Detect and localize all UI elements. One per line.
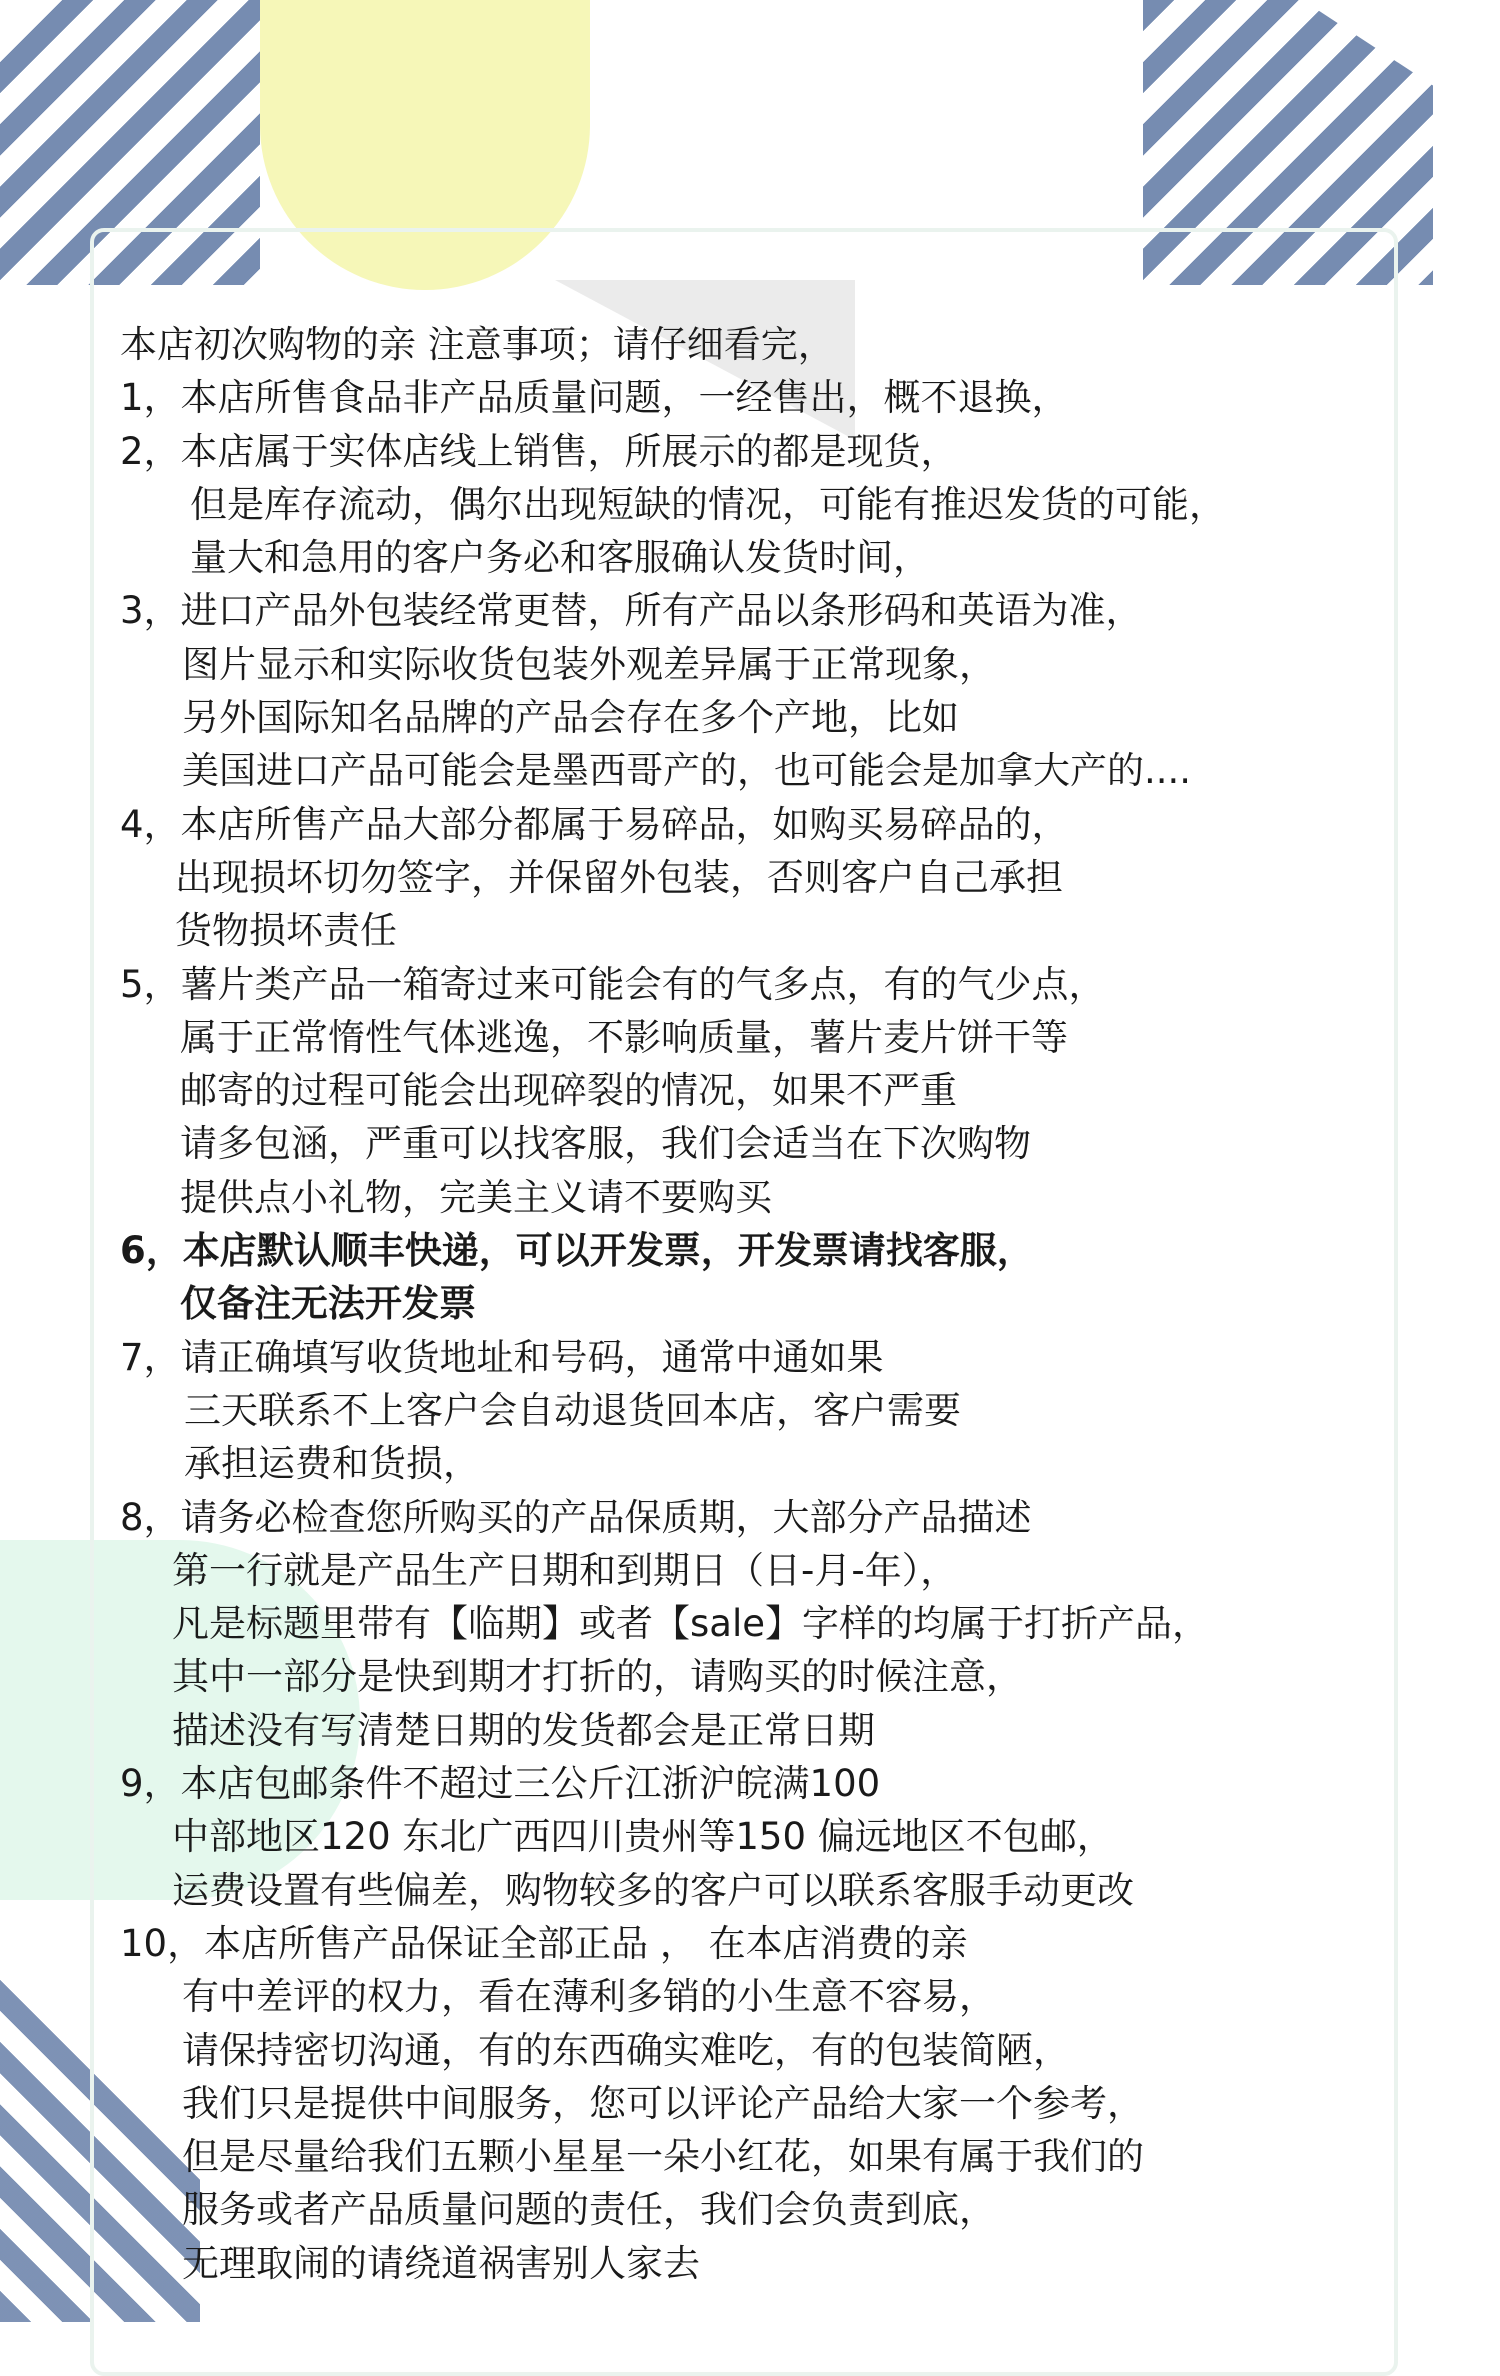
notice-item-3: 3，进口产品外包装经常更替，所有产品以条形码和英语为准， (120, 589, 1143, 633)
notice-heading: 本店初次购物的亲 注意事项；请仔细看完， (120, 323, 835, 366)
notice-item-3-line: 美国进口产品可能会是墨西哥产的，也可能会是加拿大产的.... (182, 749, 1192, 793)
notice-item-4: 4，本店所售产品大部分都属于易碎品，如购买易碎品的， (120, 802, 1069, 846)
notice-item-10-line: 请保持密切沟通，有的东西确实难吃，有的包装简陋， (182, 2028, 1070, 2072)
notice-item-8: 8，请务必检查您所购买的产品保质期，大部分产品描述 (120, 1495, 1032, 1539)
store-notice (120, 318, 1480, 2290)
notice-item-5-line: 请多包涵，严重可以找客服，我们会适当在下次购物 (180, 1122, 1031, 1166)
notice-item-10-line: 服务或者产品质量问题的责任，我们会负责到底， (182, 2188, 996, 2232)
notice-item-10-line: 我们只是提供中间服务，您可以评论产品给大家一个参考， (182, 2081, 1144, 2125)
notice-item-8-line: 凡是标题里带有【临期】或者【sale】字样的均属于打折产品， (172, 1602, 1209, 1646)
notice-item-2-line: 但是库存流动，偶尔出现短缺的情况，可能有推迟发货的可能， (190, 482, 1226, 526)
notice-item-5-line: 属于正常惰性气体逃逸，不影响质量，薯片麦片饼干等 (180, 1015, 1068, 1059)
notice-item-3-line: 图片显示和实际收货包装外观差异属于正常现象， (182, 642, 996, 686)
notice-item-6: 6，本店默认顺丰快递，可以开发票，开发票请找客服， (120, 1229, 1034, 1273)
notice-item-5-line: 提供点小礼物，完美主义请不要购买 (180, 1175, 772, 1219)
notice-item-7-line: 承担运费和货损， (184, 1442, 480, 1486)
notice-item-8-line: 第一行就是产品生产日期和到期日（日-月-年）， (172, 1548, 958, 1592)
notice-item-8-line: 其中一部分是快到期才打折的，请购买的时候注意， (172, 1655, 1023, 1699)
notice-item-3-line: 另外国际知名品牌的产品会存在多个产地，比如 (182, 696, 959, 740)
notice-item-4-line: 出现损坏切勿签字，并保留外包装，否则客户自己承担 (175, 855, 1063, 899)
notice-item-7-line: 三天联系不上客户会自动退货回本店，客户需要 (184, 1388, 961, 1432)
notice-item-10-line: 有中差评的权力，看在薄利多销的小生意不容易， (182, 1975, 996, 2019)
notice-item-9: 9，本店包邮条件不超过三公斤江浙沪皖满100 (120, 1762, 881, 1806)
notice-item-1: 1，本店所售食品非产品质量问题，一经售出，概不退换， (120, 376, 1069, 420)
notice-item-10: 10，本店所售产品保证全部正品 ， 在本店消费的亲 (120, 1921, 968, 1965)
notice-item-5: 5，薯片类产品一箱寄过来可能会有的气多点，有的气少点， (120, 962, 1106, 1006)
notice-item-6-line: 仅备注无法开发票 (180, 1282, 476, 1326)
notice-item-2-line: 量大和急用的客户务必和客服确认发货时间， (190, 536, 930, 580)
notice-item-2: 2，本店属于实体店线上销售，所展示的都是现货， (120, 429, 958, 473)
notice-item-9-line: 运费设置有些偏差，购物较多的客户可以联系客服手动更改 (172, 1868, 1134, 1912)
notice-item-8-line: 描述没有写清楚日期的发货都会是正常日期 (172, 1708, 875, 1752)
notice-item-5-line: 邮寄的过程可能会出现碎裂的情况，如果不严重 (180, 1069, 957, 1113)
notice-item-10-line: 无理取闹的请绕道祸害别人家去 (182, 2241, 700, 2285)
notice-item-10-line: 但是尽量给我们五颗小星星一朵小红花，如果有属于我们的 (182, 2135, 1144, 2179)
notice-item-4-line: 货物损坏责任 (175, 909, 397, 953)
notice-item-7: 7，请正确填写收货地址和号码，通常中通如果 (120, 1335, 884, 1379)
notice-item-9-line: 中部地区120 东北广西四川贵州等150 偏远地区不包邮， (172, 1815, 1114, 1859)
